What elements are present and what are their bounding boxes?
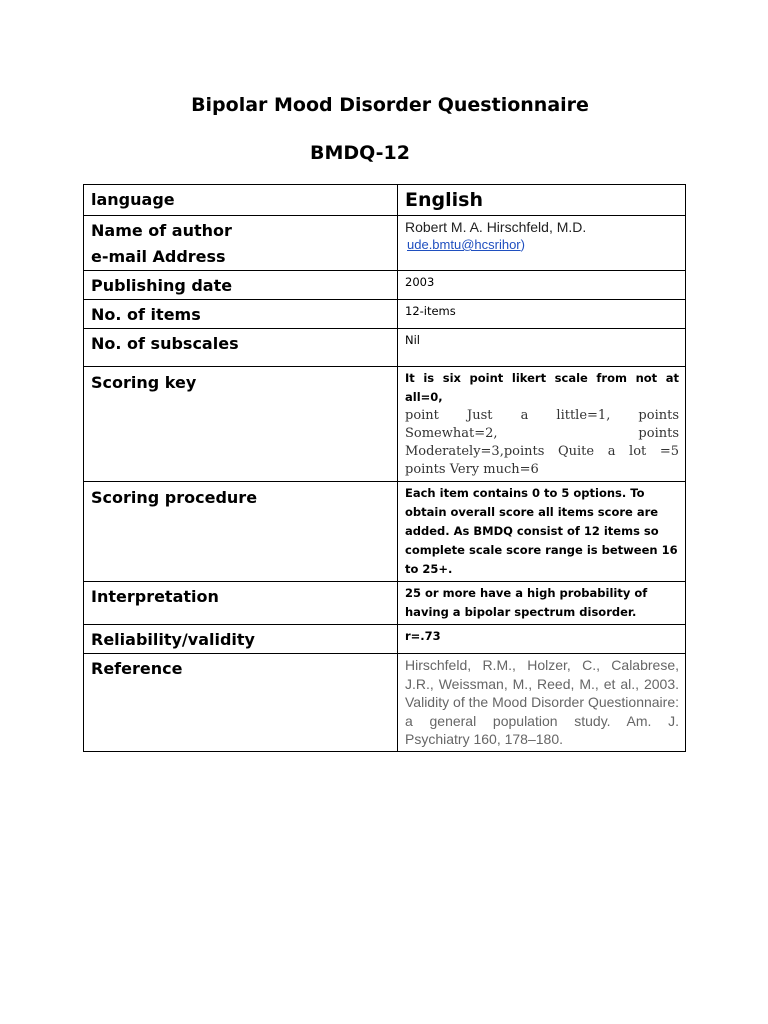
interpretation-value: 25 or more have a high probability of having a bipolar spectrum disorder. [405, 586, 648, 619]
publishing-date-value: 2003 [405, 275, 435, 289]
subscales-value: Nil [405, 333, 420, 347]
scoring-procedure-value: Each item contains 0 to 5 options. To obtain overall score all items score are added. As BMDQ consist of 12 items so complete scale score range is between 16 to 25+. [405, 486, 678, 576]
table-row-scoring-key [84, 367, 686, 482]
reference-value: Hirschfeld, R.M., Holzer, C., Calabrese, J.R., Weissman, M., Reed, M., et al., 2003. Validity of the Mood Disorder Questionnaire: a general population study. Am. J. Psychiatry 160, 178–180. [405, 657, 679, 747]
author-name: Robert M. A. Hirschfeld, M.D. [405, 219, 587, 235]
table-row-subscales [84, 329, 686, 367]
table-row-reliability [84, 625, 686, 654]
interpretation-label: Interpretation [84, 582, 398, 625]
document-subtitle: BMDQ-12 [310, 142, 410, 164]
author-label [84, 216, 398, 271]
subscales-label: No. of subscales [84, 329, 398, 367]
language-label: language [84, 185, 398, 216]
items-value: 12-items [405, 304, 456, 318]
scoring-key-first-line: It is six point likert scale from not at all=0, [405, 371, 679, 404]
table-row-author [84, 216, 686, 271]
table-row-publishing-date [84, 271, 686, 300]
table-row-items [84, 300, 686, 329]
language-value: English [405, 189, 483, 211]
scoring-key-rest: point Just a little=1, points Somewhat=2, points Moderately=3,points Quite a lot =5 points Very much=6 [405, 408, 679, 477]
scoring-key-label: Scoring key [84, 367, 398, 482]
publishing-date-label: Publishing date [84, 271, 398, 300]
author-label-line1: Name of author [91, 221, 232, 240]
items-label: No. of items [84, 300, 398, 329]
author-email-tail: ) [520, 237, 525, 252]
table-row-language [84, 185, 686, 216]
author-label-line2: e-mail Address [91, 247, 226, 266]
table-row-interpretation [84, 582, 686, 625]
author-email-link[interactable]: ude.bmtu@hcsrihor [407, 237, 521, 252]
scoring-procedure-label: Scoring procedure [84, 482, 398, 582]
questionnaire-info-table [83, 184, 686, 752]
document-title: Bipolar Mood Disorder Questionnaire [191, 94, 589, 116]
table-row-reference [84, 654, 686, 752]
reliability-value: r=.73 [405, 629, 441, 643]
reliability-label: Reliability/validity [84, 625, 398, 654]
reference-label: Reference [84, 654, 398, 752]
table-row-scoring-procedure [84, 482, 686, 582]
